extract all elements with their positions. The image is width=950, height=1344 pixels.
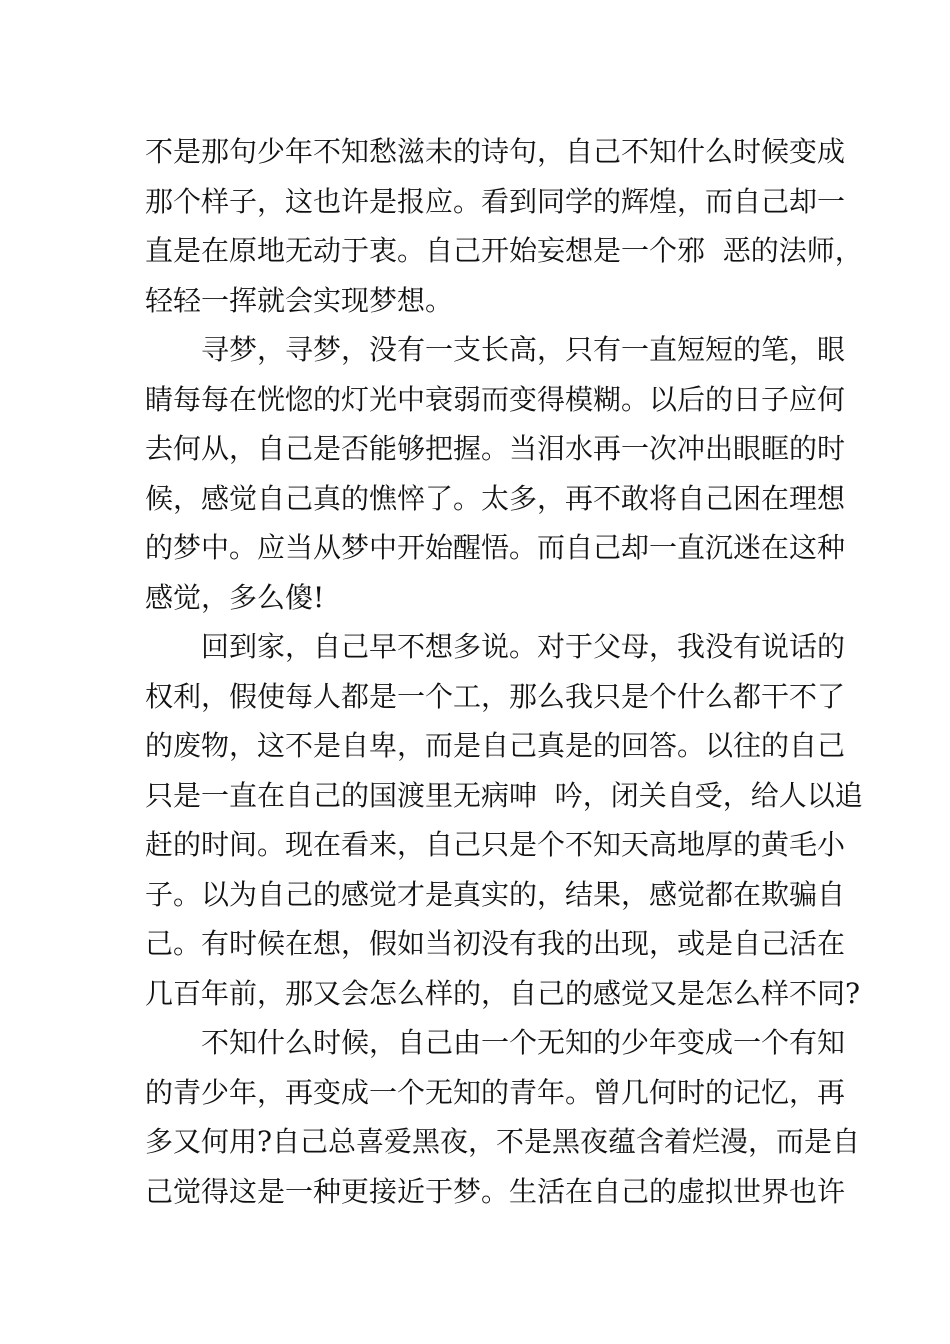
paragraph-4 — [145, 1018, 861, 1216]
text-line: 的废物，这不是自卑，而是自己真是的回答。以往的自己 — [145, 729, 846, 762]
text-line: 的青少年，再变成一个无知的青年。曾几何时的记忆，再 — [145, 1075, 846, 1109]
text-line: 多又何用?自己总喜爱黑夜，不是黑夜蕴含着烂漫，而是自 — [145, 1125, 861, 1158]
text-line: 子。以为自己的感觉才是真实的，结果，感觉都在欺骗自 — [145, 877, 846, 911]
text-line: 轻轻一挥就会实现梦想。 — [145, 283, 454, 317]
text-line: 回到家，自己早不想多说。对于父母，我没有说话的 — [201, 630, 846, 663]
text-line: 候，感觉自己真的憔悴了。太多，再不敢将自己困在理想 — [145, 481, 846, 515]
text-line: 寻梦，寻梦，没有一支长高，只有一直短短的笔，眼 — [201, 333, 846, 366]
text-line: 不是那句少年不知愁滋未的诗句，自己不知什么时候变成 — [145, 135, 846, 168]
paragraph-2 — [145, 325, 846, 622]
document-body — [145, 127, 863, 1216]
text-line: 那个样子，这也许是报应。看到同学的辉煌，而自己却一 — [145, 184, 846, 218]
text-line: 不知什么时候，自己由一个无知的少年变成一个有知 — [201, 1026, 846, 1059]
paragraph-3 — [145, 622, 863, 1018]
text-line: 几百年前，那又会怎么样的，自己的感觉又是怎么样不同? — [145, 976, 861, 1010]
text-line: 只是一直在自己的国渡里无病呻 吟，闭关自受，给人以追 — [145, 778, 863, 812]
text-line: 己觉得这是一种更接近于梦。生活在自己的虚拟世界也许 — [145, 1174, 846, 1208]
text-line: 去何从，自己是否能够把握。当泪水再一次冲出眼眶的时 — [145, 432, 846, 465]
text-line: 睛每每在恍惚的灯光中衰弱而变得模糊。以后的日子应何 — [145, 382, 846, 416]
text-line: 赶的时间。现在看来，自己只是个不知天高地厚的黄毛小 — [145, 828, 846, 861]
paragraph-1 — [145, 127, 863, 325]
text-line: 权利，假使每人都是一个工，那么我只是个什么都干不了 — [145, 679, 846, 713]
text-line: 的梦中。应当从梦中开始醒悟。而自己却一直沉迷在这种 — [145, 531, 846, 564]
text-line: 己。有时候在想，假如当初没有我的出现，或是自己活在 — [145, 927, 846, 960]
text-line: 直是在原地无动于衷。自己开始妄想是一个邪 恶的法师， — [145, 234, 863, 267]
text-line: 感觉，多么傻! — [145, 580, 325, 614]
